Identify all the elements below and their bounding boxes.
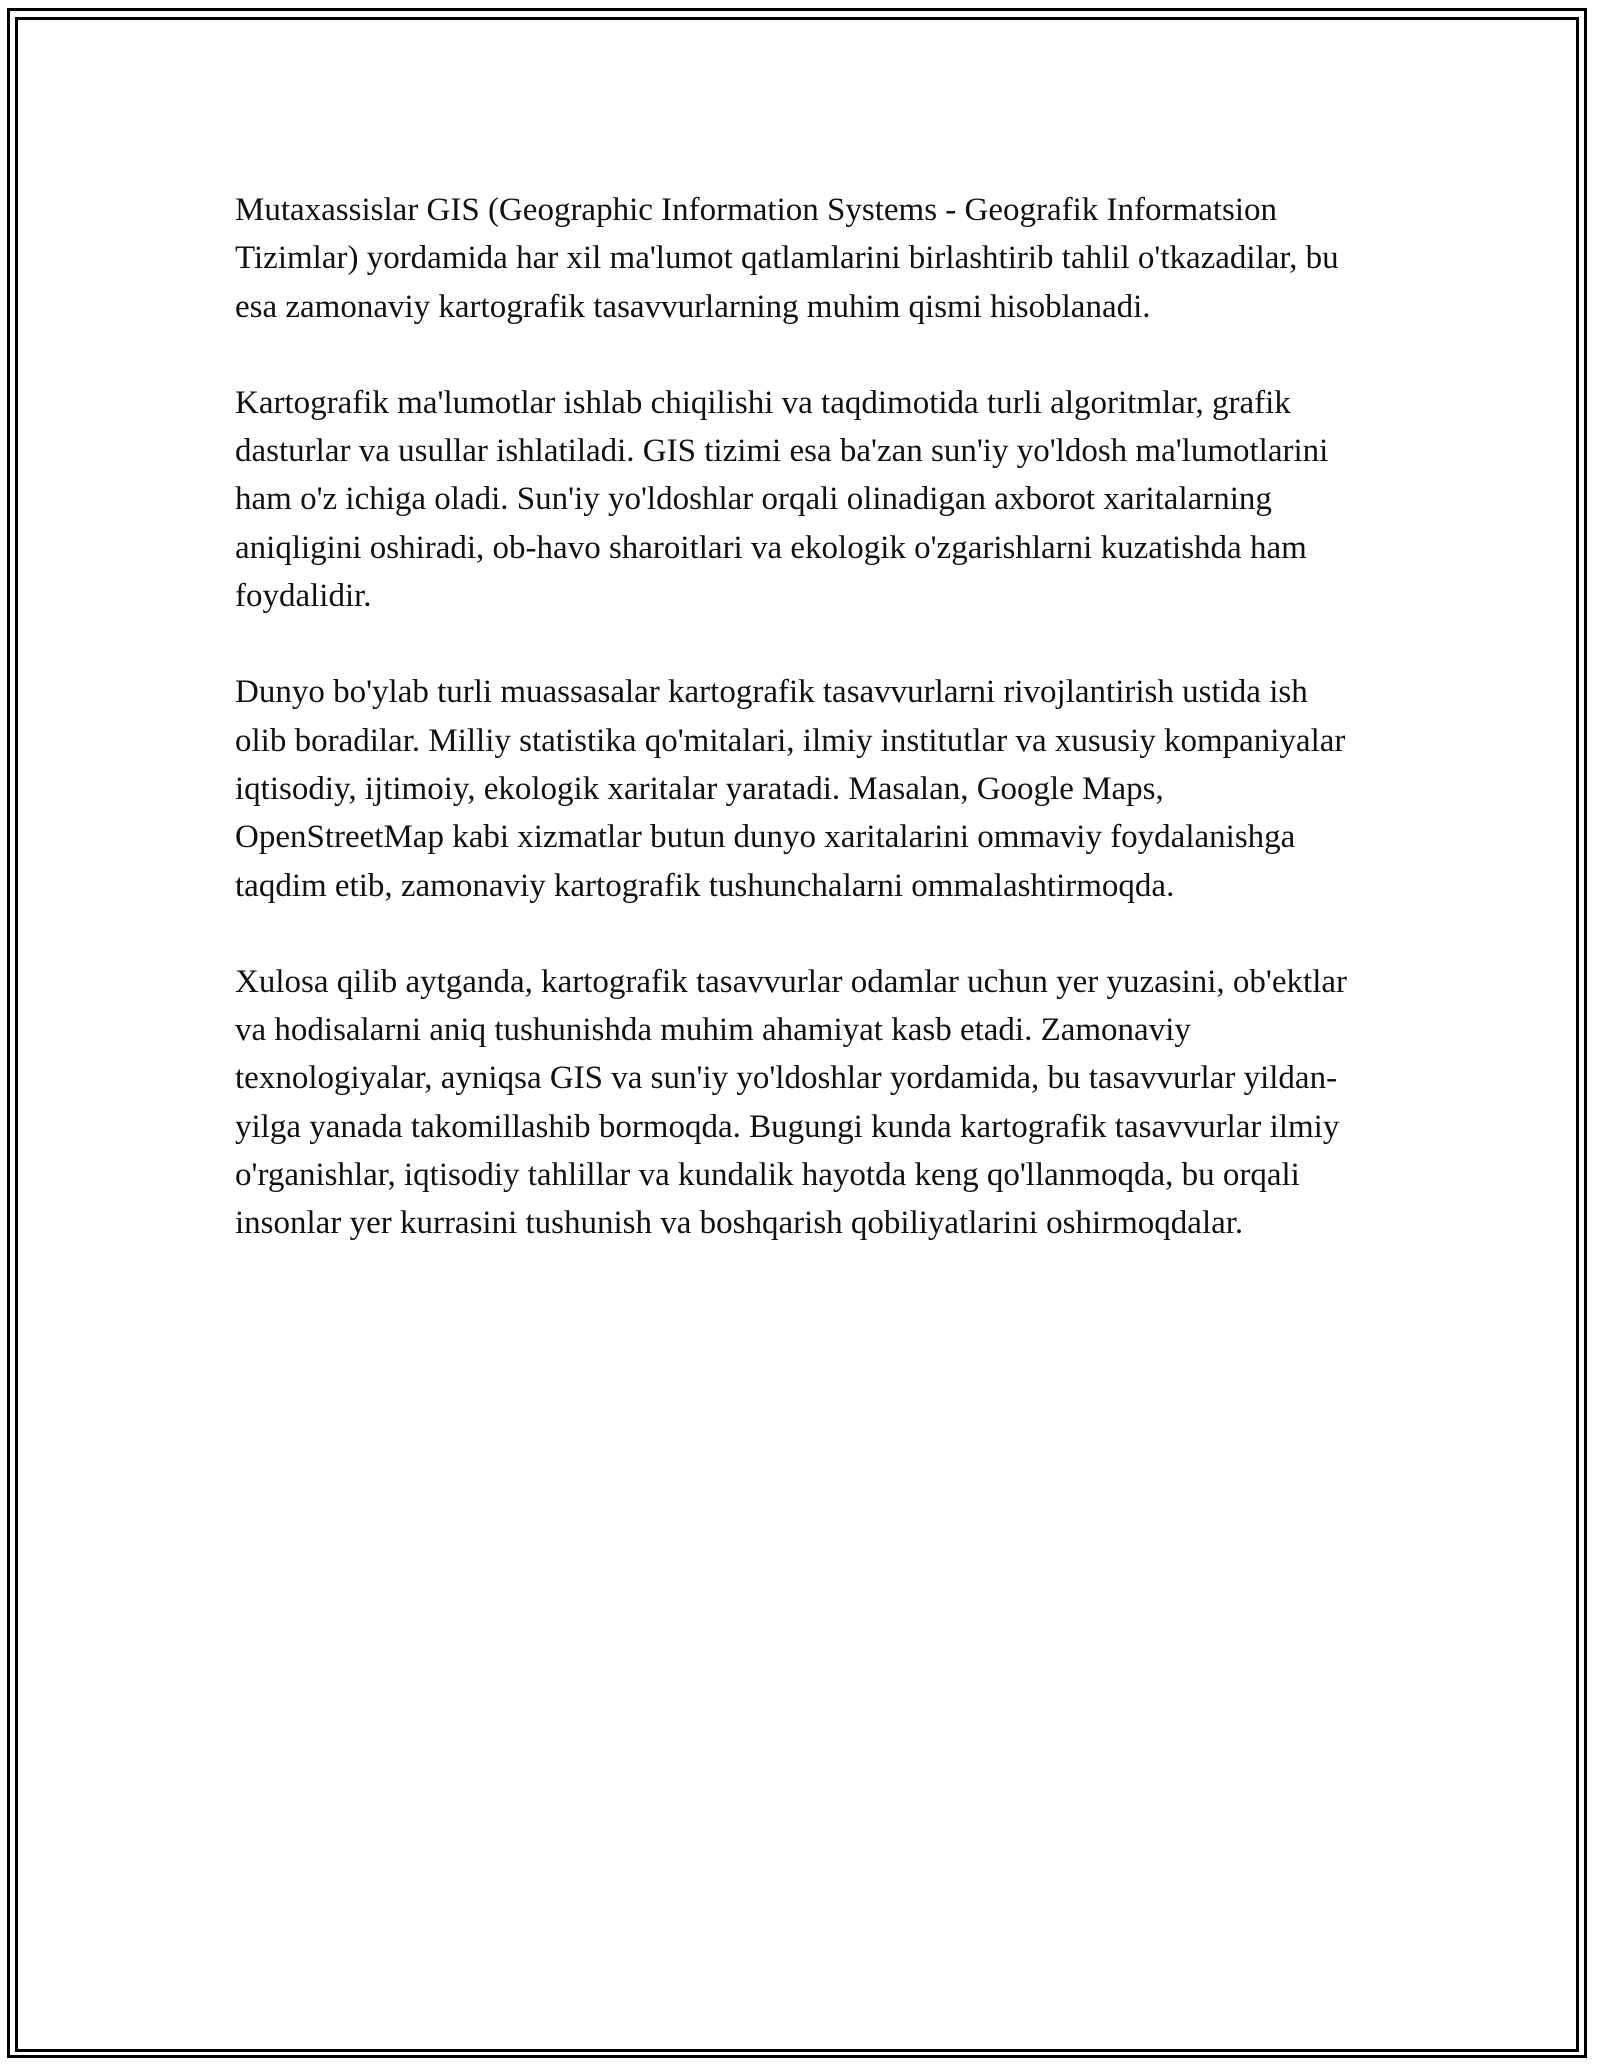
paragraph-gis-experts: Mutaxassislar GIS (Geographic Information Systems - Geografik Informatsion Tizimlar) yordamida har xil ma'lumot qatlamlarini birlashtirib tahlil o'tkazadilar, bu esa zamonaviy kartografik tasavvurlarning muhim qismi hisoblanadi.	[235, 192, 1339, 325]
paragraph-cartographic-data: Kartografik ma'lumotlar ishlab chiqilishi va taqdimotida turli algoritmlar, grafik dasturlar va usullar ishlatiladi. GIS tizimi esa ba'zan sun'iy yo'ldosh ma'lumotlarini ham o'z ichiga oladi. Sun'iy yo'ldoshlar orqali olinadigan axborot xaritalarning aniqligini oshiradi, ob-havo sharoitlari va ekologik o'zgarishlarni kuzatishda ham foydalidir.	[235, 384, 1329, 615]
paragraph-conclusion: Xulosa qilib aytganda, kartografik tasavvurlar odamlar uchun yer yuzasini, ob'ektlar va hodisalarni aniq tushunishda muhim ahamiyat kasb etadi. Zamonaviy texnologiyalar, ayniqsa GIS va sun'iy yo'ldoshlar yordamida, bu tasavvurlar yildan-yilga yanada takomillashib bormoqda. Bugungi kunda kartografik tasavvurlar ilmiy o'rganishlar, iqtisodiy tahlillar va kundalik hayotda keng qo'llanmoqda, bu orqali insonlar yer kurrasini tushunish va boshqarish qobiliyatlarini oshirmoqdalar.	[235, 963, 1347, 1242]
document-body	[235, 186, 1365, 1296]
paragraph-world-institutions: Dunyo bo'ylab turli muassasalar kartografik tasavvurlarni rivojlantirish ustida ish olib boradilar. Milliy statistika qo'mitalari, ilmiy institutlar va xususiy kompaniyalar iqtisodiy, ijtimoiy, ekologik xaritalar yaratadi. Masalan, Google Maps, OpenStreetMap kabi xizmatlar butun dunyo xaritalarini ommaviy foydalanishga taqdim etib, zamonaviy kartografik tushunchalarni ommalashtirmoqda.	[235, 674, 1346, 904]
